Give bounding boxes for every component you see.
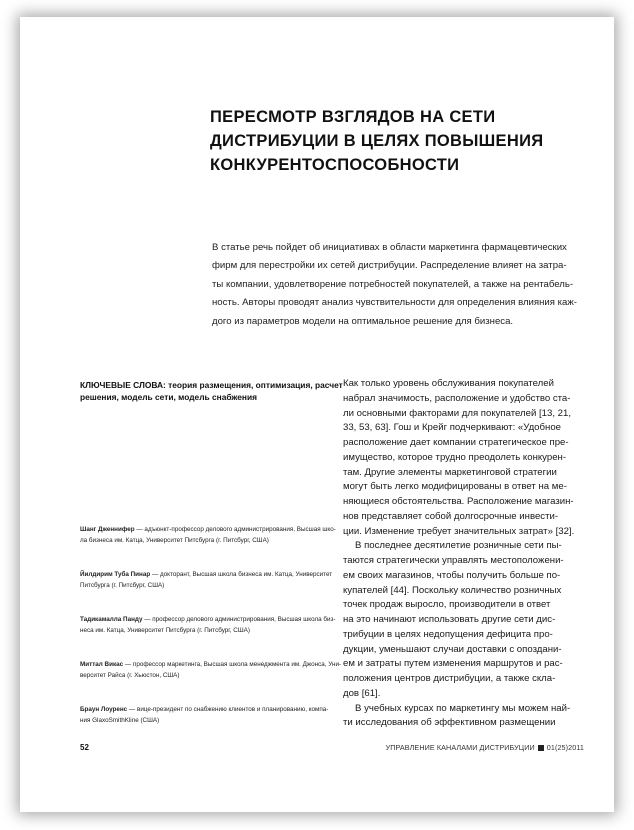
body-line: ти исследования об эффективном размещении bbox=[343, 717, 556, 729]
keywords-line: решения, модель сети, модель снабжения bbox=[80, 391, 258, 402]
keywords bbox=[80, 380, 342, 403]
body-line: ем своих магазинов, чтобы получить больше по- bbox=[343, 569, 561, 581]
body-line: дукции, уменьшают случаи доставки с опоздани- bbox=[343, 643, 562, 655]
abstract-line: В статье речь пойдет об инициативах в области маркетинга фармацевтических bbox=[212, 242, 567, 253]
body-line: расположение дает компании стратегическое пре- bbox=[343, 437, 569, 448]
author-entry bbox=[80, 660, 345, 681]
author-name: Миттал Викас bbox=[80, 661, 124, 668]
abstract-line: фирм для перестройки их сетей дистрибуции. Распределение влияет на затра- bbox=[212, 260, 567, 272]
article-title-line: ПЕРЕСМОТР ВЗГЛЯДОВ НА СЕТИ bbox=[210, 108, 496, 126]
article-title-line: КОНКУРЕНТОСПОСОБНОСТИ bbox=[210, 156, 460, 174]
body-line: В учебных курсах по маркетингу мы можем най- bbox=[355, 702, 571, 714]
author-entry bbox=[80, 570, 345, 591]
body-line: имущество, которое трудно преодолеть конкурен- bbox=[343, 451, 567, 463]
journal-name: УПРАВЛЕНИЕ КАНАЛАМИ ДИСТРИБУЦИИ bbox=[385, 743, 535, 752]
body-line: могут быть легко модифицированы в ответ на ме- bbox=[343, 481, 567, 493]
body-line: ли основными факторами для покупателей [13, 21, bbox=[343, 407, 572, 419]
author-line bbox=[80, 615, 345, 626]
body-line: на это начинают использовать другие сети дис- bbox=[343, 614, 556, 625]
body-line: В последнее десятилетие розничные сети пы- bbox=[355, 540, 562, 552]
author-description: — адъюнкт-профессор делового администрирования, Высшая шко- bbox=[134, 526, 336, 533]
author-line bbox=[80, 525, 345, 536]
body-line: няющиеся обстоятельства. Расположение магазин- bbox=[343, 496, 574, 507]
page-number: 52 bbox=[80, 743, 89, 752]
body-line: трибуции в целях недопущения дефицита про- bbox=[343, 628, 553, 640]
body-line: там. Другие элементы маркетинговой стратегии bbox=[343, 466, 557, 478]
issue-number: 01(25)2011 bbox=[546, 743, 584, 752]
author-name: Йилдирим Туба Пинар bbox=[80, 571, 151, 578]
abstract-line: ность. Авторы проводят анализ чувствительности для определения влияния каж- bbox=[212, 297, 577, 309]
body-line: 33, 53, 63]. Гош и Крейг подчеркивают: «Удобное bbox=[343, 422, 561, 434]
author-description: — профессор делового администрирования, Высшая школа биз- bbox=[142, 616, 336, 623]
abstract-line: дого из параметров модели на оптимальное решение для бизнеса. bbox=[212, 315, 514, 327]
abstract-line: ты компании, удовлетворение потребностей покупателей, а также на рентабель- bbox=[212, 278, 574, 290]
article-title-line: ДИСТРИБУЦИИ В ЦЕЛЯХ ПОВЫШЕНИЯ bbox=[210, 132, 544, 150]
author-entry bbox=[80, 705, 345, 726]
body-line: ем и затраты путем изменения маршрутов и рас- bbox=[343, 658, 563, 670]
author-line bbox=[80, 570, 345, 581]
author-line: верситет Райса (г. Хьюстон, США) bbox=[80, 671, 180, 679]
body-line: таются стратегически управлять местоположени- bbox=[343, 555, 564, 566]
square-bullet-icon bbox=[538, 745, 544, 751]
body-line: дов [61]. bbox=[343, 687, 381, 699]
author-description: — профессор маркетинга, Высшая школа менеджмента им. Джонса, Уни- bbox=[123, 661, 342, 668]
running-footer bbox=[386, 743, 584, 752]
body-line: купателей [44]. Поскольку количество розничных bbox=[343, 584, 562, 596]
author-name: Тадикамалла Панду bbox=[80, 616, 143, 623]
body-line: Как только уровень обслуживания покупателей bbox=[343, 378, 554, 389]
body-line: ции. Изменение требует значительных затрат» [32]. bbox=[343, 525, 575, 537]
body-line: точек продаж выросло, производители в ответ bbox=[343, 599, 551, 611]
author-line: неса им. Катца, Университет Питсбурга (г. Питсбург, США) bbox=[80, 626, 250, 634]
body-line: нов представляет собой долгосрочные инвести- bbox=[343, 510, 559, 522]
author-line: ла бизнеса им. Катца, Университет Питсбурга (г. Питсбург, США) bbox=[80, 536, 269, 544]
body-line: положения центров дистрибуции, а также скла- bbox=[343, 673, 556, 684]
author-line bbox=[80, 660, 345, 671]
article-title bbox=[210, 105, 570, 177]
author-line: Питсбурга (г. Питсбург, США) bbox=[80, 581, 165, 589]
article-body bbox=[343, 377, 591, 731]
author-entry bbox=[80, 525, 345, 546]
abstract bbox=[212, 239, 584, 331]
author-line bbox=[80, 705, 345, 716]
author-description: — докторант, Высшая школа бизнеса им. Катца, Университет bbox=[150, 571, 333, 578]
author-name: Шанг Дженнифер bbox=[80, 526, 135, 533]
keywords-line: КЛЮЧЕВЫЕ СЛОВА: теория размещения, оптимизация, расчет bbox=[80, 380, 343, 390]
author-name: Браун Лоуренс bbox=[80, 706, 128, 713]
body-line: набрал значимость, расположение и удобство ста- bbox=[343, 392, 571, 404]
page-sheet bbox=[20, 17, 614, 812]
author-description: — вице-президент по снабжению клиентов и планированию, компа- bbox=[127, 706, 329, 713]
author-entry bbox=[80, 615, 345, 636]
author-line: ния GlaxoSmithKline (США) bbox=[80, 716, 160, 724]
